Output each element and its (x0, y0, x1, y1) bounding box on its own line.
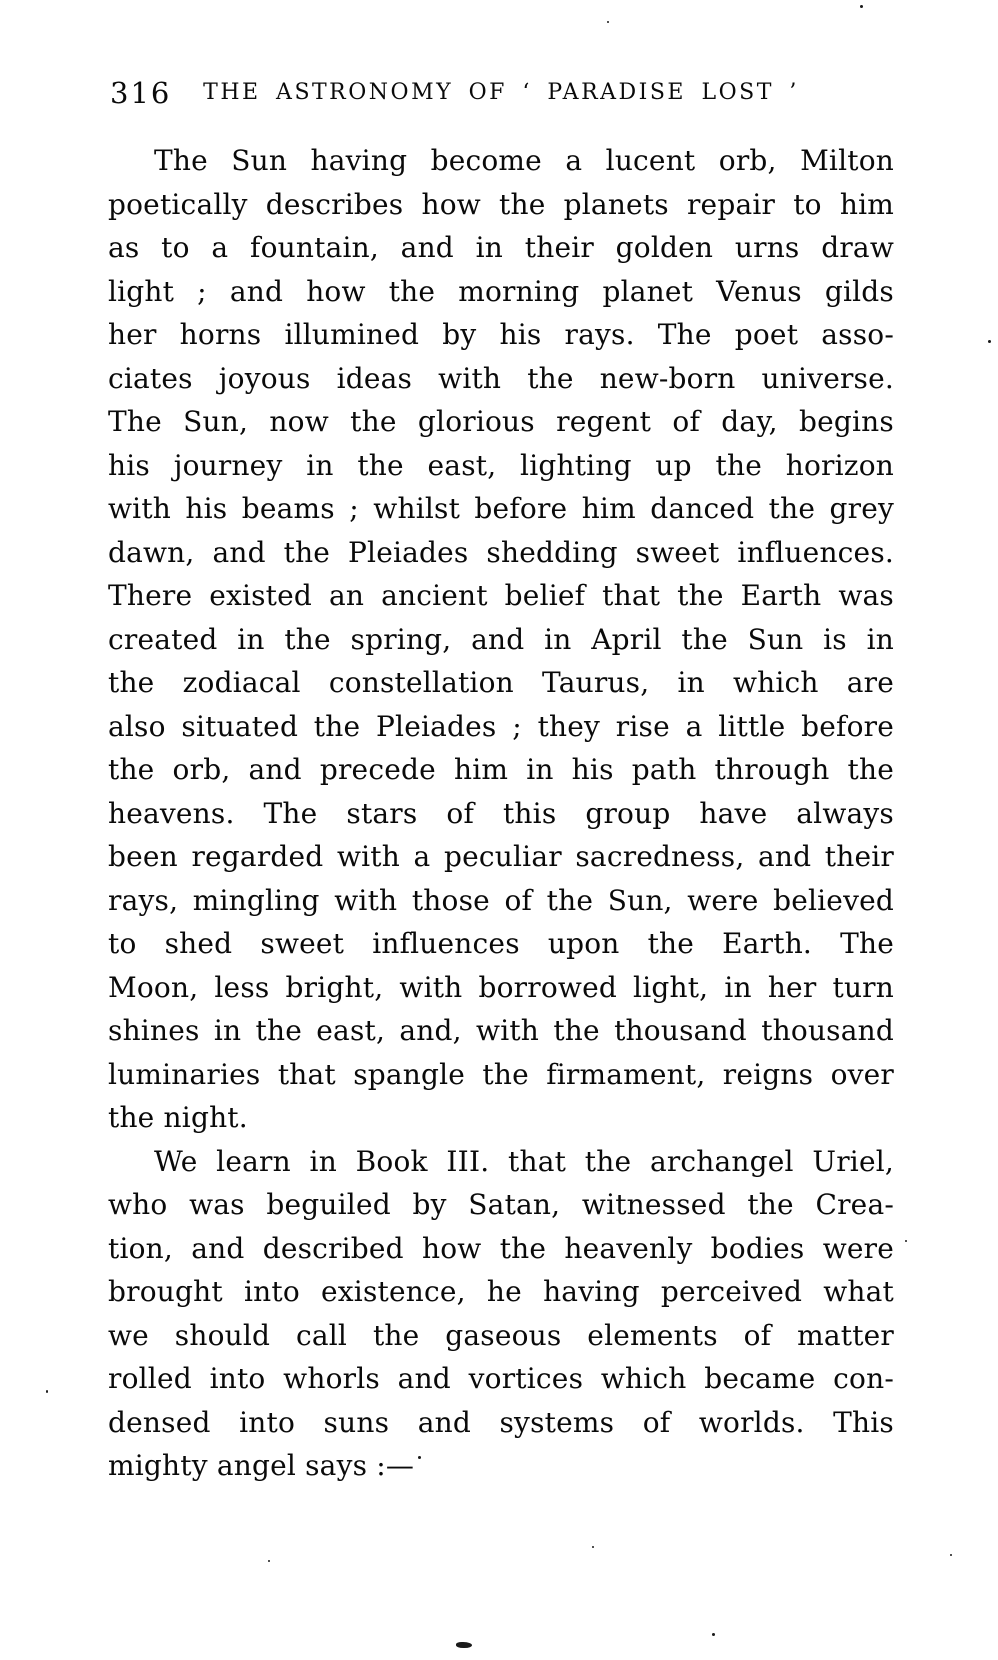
paragraph (108, 139, 894, 1140)
text-line: we should call the gaseous elements of matter (108, 1318, 894, 1352)
text-line: rolled into whorls and vortices which became con- (108, 1362, 894, 1395)
ink-speck (712, 1633, 715, 1636)
ink-speck (418, 1456, 421, 1459)
text-line: light ; and how the morning planet Venus gilds (108, 274, 894, 308)
text-line: been regarded with a peculiar sacredness, and their (108, 840, 894, 873)
text-line: We learn in Book III. that the archangel Uriel, (154, 1144, 894, 1178)
ink-speck (860, 5, 863, 8)
text-line: her horns illumined by his rays. The poet asso- (108, 318, 894, 351)
ink-speck (46, 1390, 48, 1393)
ink-speck (988, 340, 991, 343)
text-line: ciates joyous ideas with the new-born universe. (108, 361, 894, 395)
text-line: heavens. The stars of this group have always (108, 796, 894, 830)
ink-speck (268, 1560, 270, 1562)
paragraph (108, 1140, 894, 1488)
text-line: created in the spring, and in April the Sun is in (108, 622, 894, 656)
ink-speck (607, 21, 609, 23)
text-line: poetically describes how the planets repair to him (108, 187, 894, 221)
text-line: the zodiacal constellation Taurus, in which are (108, 666, 894, 699)
ink-speck (950, 1554, 952, 1556)
text-line: rays, mingling with those of the Sun, were believed (108, 883, 894, 917)
text-line: densed into suns and systems of worlds. This (108, 1405, 894, 1439)
running-title: THE ASTRONOMY OF ‘ PARADISE LOST ’ (203, 80, 799, 105)
page-body (108, 139, 894, 1488)
text-line: shines in the east, and, with the thousand thousand (108, 1014, 894, 1047)
text-line: his journey in the east, lighting up the horizon (108, 448, 894, 482)
ink-blot (456, 1642, 472, 1648)
ink-speck (592, 1546, 594, 1548)
text-line: The Sun having become a lucent orb, Milton (154, 144, 894, 177)
text-line: as to a fountain, and in their golden urns draw (108, 231, 894, 264)
text-line: There existed an ancient belief that the Earth was (108, 579, 894, 612)
text-line: also situated the Pleiades ; they rise a little before (108, 709, 894, 743)
text-line: luminaries that spangle the firmament, reigns over (108, 1057, 894, 1091)
page-number: 316 (110, 76, 172, 110)
text-line: Moon, less bright, with borrowed light, in her turn (108, 970, 894, 1004)
text-line: brought into existence, he having perceived what (108, 1275, 894, 1308)
ink-speck (905, 1240, 907, 1242)
page-header (108, 76, 894, 110)
text-line: to shed sweet influences upon the Earth. The (108, 927, 894, 960)
text-line: tion, and described how the heavenly bodies were (108, 1231, 894, 1265)
text-line: The Sun, now the glorious regent of day, begins (108, 405, 894, 438)
text-line: the night. (108, 1101, 248, 1134)
text-line: mighty angel says :— (108, 1449, 415, 1482)
text-line: with his beams ; whilst before him danced the grey (108, 492, 894, 525)
text-line: who was beguiled by Satan, witnessed the Crea- (108, 1188, 894, 1221)
text-line: the orb, and precede him in his path through the (108, 753, 894, 786)
text-line: dawn, and the Pleiades shedding sweet influences. (108, 535, 894, 569)
